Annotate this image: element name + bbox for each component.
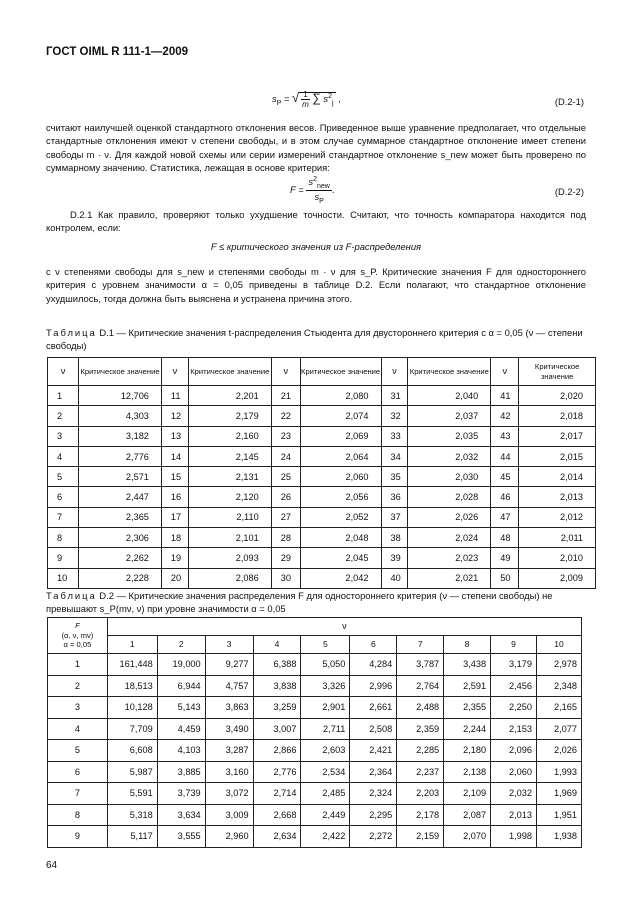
table1-nu-cell: 12 [161,406,188,426]
table1-nu-cell: 24 [271,446,300,466]
paragraph-3: с ν степенями свободы для s_new и степенями свободы m · ν для s_P. Критические значения F для одностороннего критерия с уровнем значимости α = 0,05 приведены в таблице D.2. Если полагают, что стандартное отклонение ухудшилось, тогда должна быть выяснена и устранена причина этого. [46,266,586,304]
table1-nu-cell: 36 [381,487,408,507]
table1-nu-cell: 7 [48,507,79,527]
table2-value-cell: 6,388 [253,654,301,676]
table1-value-cell: 2,037 [408,406,491,426]
table2-value-cell: 2,634 [253,826,301,848]
table2-value-cell: 4,459 [157,718,205,740]
table2-value-cell: 3,787 [397,654,444,676]
table2-value-cell: 2,359 [397,718,444,740]
table1-nu-cell: 8 [48,528,79,548]
table1-value-cell: 2,179 [188,406,271,426]
table1-value-cell: 2,012 [519,507,596,527]
table2-value-cell: 7,709 [107,718,157,740]
table2-column-header: 3 [205,636,253,654]
table2-value-cell: 2,603 [301,740,350,762]
table2-value-cell: 3,634 [157,804,205,826]
table2-nu-header: ν [107,618,581,636]
table2-value-cell: 10,128 [107,697,157,719]
table2-value-cell: 2,456 [491,675,537,697]
table1-nu-cell: 15 [161,467,188,487]
table-row [48,783,582,805]
table2-value-cell: 2,070 [444,826,491,848]
table2-value-cell: 3,009 [205,804,253,826]
table1-value-cell: 2,018 [519,406,596,426]
table1-value-cell: 2,060 [300,467,381,487]
table1-header-nu: ν [161,358,188,386]
table1-nu-cell: 9 [48,548,79,568]
table1-value-cell: 2,042 [300,568,381,588]
table1-nu-cell: 22 [271,406,300,426]
table1-nu-cell: 48 [491,528,519,548]
table2-value-cell: 9,277 [205,654,253,676]
table2-value-cell: 2,661 [350,697,397,719]
table2-value-cell: 2,060 [491,761,537,783]
table2-value-cell: 2,165 [536,697,581,719]
table2-value-cell: 2,324 [350,783,397,805]
condition-line: F ≤ критического значения из F-распределения [210,241,422,252]
table2-value-cell: 1,938 [536,826,581,848]
table1-nu-cell: 39 [381,548,408,568]
table2-column-header: 2 [157,636,205,654]
table2-value-cell: 2,032 [491,783,537,805]
table1-header-nu: ν [381,358,408,386]
table2-corner-cell: F (α, ν, mν) α = 0,05 [48,618,108,654]
table1-value-cell: 2,014 [519,467,596,487]
table1-nu-cell: 28 [271,528,300,548]
table-row [48,467,596,487]
table1-value-cell: 2,776 [79,446,162,466]
table1-nu-cell: 45 [491,467,519,487]
table1-value-cell: 2,017 [519,426,596,446]
table2-value-cell: 2,364 [350,761,397,783]
table1-nu-cell: 23 [271,426,300,446]
table2-row-header: 7 [48,783,108,805]
table1-nu-cell: 16 [161,487,188,507]
paragraph-1: считают наилучшей оценкой стандартного отклонения весов. Приведенное выше уравнение предполагает, что отдельные стандартные отклонения имеют ν степени свободы, и в этом случае суммарное стандартное отклонение имеет степени свободы m · ν. Для каждой новой схемы или серии измерений стандартное отклонение s_new может быть проверено по суммарному значению. Статистика, лежащая в основе критерия: [46,122,586,173]
table1-value-cell: 2,306 [79,528,162,548]
table1-nu-cell: 30 [271,568,300,588]
table2-value-cell: 3,438 [444,654,491,676]
table1-nu-cell: 34 [381,446,408,466]
table2-value-cell: 18,513 [107,675,157,697]
table2-row-header: 3 [48,697,108,719]
table2-value-cell: 3,490 [205,718,253,740]
table2-value-cell: 1,951 [536,804,581,826]
table2-value-cell: 2,272 [350,826,397,848]
table1-value-cell: 2,447 [79,487,162,507]
page-number: 64 [46,860,58,871]
table-row [48,507,596,527]
table-row [48,528,596,548]
table1-nu-cell: 41 [491,386,519,406]
table2-value-cell: 2,764 [397,675,444,697]
table-row [48,718,582,740]
table1-value-cell: 2,110 [188,507,271,527]
table2-value-cell: 2,901 [301,697,350,719]
table-d2 [47,617,582,848]
table2-value-cell: 3,555 [157,826,205,848]
table1-nu-cell: 4 [48,446,79,466]
table2-value-cell: 2,087 [444,804,491,826]
table1-nu-cell: 43 [491,426,519,446]
table1-nu-cell: 26 [271,487,300,507]
table1-nu-cell: 38 [381,528,408,548]
table1-value-cell: 2,262 [79,548,162,568]
table1-caption-label: Таблица [46,327,97,338]
table2-column-header: 7 [397,636,444,654]
table1-value-cell: 2,101 [188,528,271,548]
table1-nu-cell: 37 [381,507,408,527]
table1-nu-cell: 2 [48,406,79,426]
table1-nu-cell: 20 [161,568,188,588]
document-header: ГОСТ OIML R 111-1—2009 [46,46,189,58]
table1-nu-cell: 42 [491,406,519,426]
table2-value-cell: 3,007 [253,718,301,740]
table1-header-value: Критическое значение [408,358,491,386]
table1-header-nu: ν [271,358,300,386]
table2-caption-text: D.2 — Критические значения распределения F для одностороннего критерия (ν — степени свободы) не превышают s_P(mν, ν) при уровне значимости α = 0,05 [46,590,553,614]
table1-nu-cell: 46 [491,487,519,507]
table1-nu-cell: 25 [271,467,300,487]
equation-d2-1: $s_P$ = √ $\frac{1}{m}$ ∑ $s^2_j$ , [272,90,341,110]
table1-nu-cell: 40 [381,568,408,588]
table1-value-cell: 4,303 [79,406,162,426]
table2-value-cell: 3,885 [157,761,205,783]
table1-nu-cell: 35 [381,467,408,487]
table2-column-header: 4 [253,636,301,654]
table1-nu-cell: 13 [161,426,188,446]
table2-value-cell: 2,026 [536,740,581,762]
table1-value-cell: 2,032 [408,446,491,466]
table2-value-cell: 4,103 [157,740,205,762]
table2-caption [46,590,586,615]
table1-header-value: Критическое значение [519,358,596,386]
table1-value-cell: 2,015 [519,446,596,466]
table2-value-cell: 2,534 [301,761,350,783]
table2-value-cell: 2,159 [397,826,444,848]
table2-value-cell: 1,998 [491,826,537,848]
table1-value-cell: 2,064 [300,446,381,466]
table2-value-cell: 2,178 [397,804,444,826]
table1-value-cell: 2,145 [188,446,271,466]
table2-column-header: 8 [444,636,491,654]
table-row [48,675,582,697]
table1-value-cell: 2,021 [408,568,491,588]
table1-header-value: Критическое значение [188,358,271,386]
table2-value-cell: 2,668 [253,804,301,826]
table2-column-header: 9 [491,636,537,654]
table1-value-cell: 2,048 [300,528,381,548]
table2-value-cell: 2,285 [397,740,444,762]
table1-nu-cell: 14 [161,446,188,466]
table1-nu-cell: 50 [491,568,519,588]
table1-nu-cell: 27 [271,507,300,527]
table2-value-cell: 2,591 [444,675,491,697]
table1-nu-cell: 33 [381,426,408,446]
table-row [48,487,596,507]
table1-value-cell: 2,040 [408,386,491,406]
table2-row-header: 5 [48,740,108,762]
table1-value-cell: 2,020 [519,386,596,406]
table2-value-cell: 2,077 [536,718,581,740]
table2-value-cell: 6,608 [107,740,157,762]
table1-nu-cell: 31 [381,386,408,406]
equation-d2-2: F = $\frac{s^2_{new}}{s_P}$ . [290,176,335,205]
table1-header-value: Критическое значение [300,358,381,386]
table1-value-cell: 2,120 [188,487,271,507]
table2-value-cell: 2,776 [253,761,301,783]
table1-value-cell: 2,074 [300,406,381,426]
table1-value-cell: 2,023 [408,548,491,568]
table1-nu-cell: 21 [271,386,300,406]
table1-header-nu: ν [48,358,79,386]
table-d1 [47,357,596,589]
table1-value-cell: 2,131 [188,467,271,487]
table2-value-cell: 2,996 [350,675,397,697]
table1-value-cell: 2,011 [519,528,596,548]
table2-value-cell: 3,259 [253,697,301,719]
table2-caption-label: Таблица [46,590,97,601]
table1-nu-cell: 19 [161,548,188,568]
table-row [48,446,596,466]
table2-value-cell: 2,978 [536,654,581,676]
table2-value-cell: 2,449 [301,804,350,826]
table1-value-cell: 2,365 [79,507,162,527]
table2-value-cell: 2,488 [397,697,444,719]
table1-value-cell: 2,026 [408,507,491,527]
table2-value-cell: 3,179 [491,654,537,676]
table2-row-header: 2 [48,675,108,697]
table2-value-cell: 2,153 [491,718,537,740]
table2-value-cell: 3,072 [205,783,253,805]
table2-value-cell: 2,711 [301,718,350,740]
table2-row-header: 8 [48,804,108,826]
table1-value-cell: 12,706 [79,386,162,406]
table2-column-header: 5 [301,636,350,654]
table1-value-cell: 2,093 [188,548,271,568]
table1-nu-cell: 10 [48,568,79,588]
table2-value-cell: 1,969 [536,783,581,805]
table1-value-cell: 2,080 [300,386,381,406]
table2-column-header: 10 [536,636,581,654]
table2-value-cell: 2,203 [397,783,444,805]
table-row [48,426,596,446]
table1-value-cell: 2,201 [188,386,271,406]
table2-value-cell: 2,866 [253,740,301,762]
table2-value-cell: 2,244 [444,718,491,740]
table2-value-cell: 3,838 [253,675,301,697]
table1-header-nu: ν [491,358,519,386]
table2-value-cell: 161,448 [107,654,157,676]
table1-header-value: Критическое значение [79,358,162,386]
table1-value-cell: 2,009 [519,568,596,588]
table1-nu-cell: 17 [161,507,188,527]
table2-value-cell: 2,422 [301,826,350,848]
table-row [48,740,582,762]
table-row [48,548,596,568]
table1-nu-cell: 32 [381,406,408,426]
table2-value-cell: 2,960 [205,826,253,848]
table2-value-cell: 3,739 [157,783,205,805]
table2-value-cell: 2,237 [397,761,444,783]
table1-value-cell: 2,160 [188,426,271,446]
table2-value-cell: 3,160 [205,761,253,783]
table1-nu-cell: 44 [491,446,519,466]
table-row [48,804,582,826]
table-row [48,406,596,426]
table1-nu-cell: 11 [161,386,188,406]
table-row [48,654,582,676]
table2-row-header: 9 [48,826,108,848]
table2-row-header: 4 [48,718,108,740]
table2-value-cell: 6,944 [157,675,205,697]
table1-value-cell: 2,069 [300,426,381,446]
table2-value-cell: 2,013 [491,804,537,826]
table2-value-cell: 3,287 [205,740,253,762]
table2-column-header: 1 [107,636,157,654]
table1-caption-text: D.1 — Критические значения t-распределения Стьюдента для двустороннего критерия с α = 0,05 (ν — степени свободы) [46,327,583,351]
table1-value-cell: 2,228 [79,568,162,588]
table1-value-cell: 2,010 [519,548,596,568]
table1-caption [46,327,586,352]
table2-value-cell: 2,109 [444,783,491,805]
table1-nu-cell: 29 [271,548,300,568]
paragraph-2: D.2.1 Как правило, проверяют только ухудшение точности. Считают, что точность компаратора находится под контролем, если: [46,209,586,234]
table1-nu-cell: 49 [491,548,519,568]
table-row [48,386,596,406]
table2-column-header-row [48,636,582,654]
table-row [48,568,596,588]
table1-value-cell: 3,182 [79,426,162,446]
equation-number-2: (D.2-2) [554,186,584,197]
table2-value-cell: 2,096 [491,740,537,762]
table2-row-header: 1 [48,654,108,676]
equation-number-1: (D.2-1) [554,96,584,107]
table1-value-cell: 2,035 [408,426,491,446]
table2-value-cell: 2,348 [536,675,581,697]
table1-nu-cell: 6 [48,487,79,507]
table1-value-cell: 2,056 [300,487,381,507]
table1-nu-cell: 47 [491,507,519,527]
table-row [48,697,582,719]
table2-value-cell: 2,508 [350,718,397,740]
table1-value-cell: 2,030 [408,467,491,487]
table1-value-cell: 2,024 [408,528,491,548]
table2-value-cell: 4,284 [350,654,397,676]
table2-value-cell: 2,485 [301,783,350,805]
table2-column-header: 6 [350,636,397,654]
table2-value-cell: 2,421 [350,740,397,762]
table1-value-cell: 2,052 [300,507,381,527]
table2-value-cell: 5,591 [107,783,157,805]
table2-value-cell: 2,138 [444,761,491,783]
table2-value-cell: 2,714 [253,783,301,805]
table1-value-cell: 2,013 [519,487,596,507]
table1-value-cell: 2,086 [188,568,271,588]
table-row [48,826,582,848]
table1-header-row [48,358,596,386]
table1-value-cell: 2,571 [79,467,162,487]
table-row [48,761,582,783]
table2-value-cell: 2,180 [444,740,491,762]
table2-value-cell: 5,318 [107,804,157,826]
table2-value-cell: 4,757 [205,675,253,697]
table1-value-cell: 2,045 [300,548,381,568]
table2-value-cell: 3,863 [205,697,253,719]
table2-value-cell: 1,993 [536,761,581,783]
table1-nu-cell: 18 [161,528,188,548]
table2-value-cell: 2,250 [491,697,537,719]
table2-row-header: 6 [48,761,108,783]
table2-value-cell: 5,987 [107,761,157,783]
table1-value-cell: 2,028 [408,487,491,507]
table1-nu-cell: 5 [48,467,79,487]
table1-nu-cell: 1 [48,386,79,406]
table2-value-cell: 2,295 [350,804,397,826]
table2-value-cell: 5,117 [107,826,157,848]
table2-value-cell: 5,143 [157,697,205,719]
table2-value-cell: 2,355 [444,697,491,719]
table2-value-cell: 5,050 [301,654,350,676]
table2-value-cell: 19,000 [157,654,205,676]
table1-nu-cell: 3 [48,426,79,446]
table2-value-cell: 3,326 [301,675,350,697]
